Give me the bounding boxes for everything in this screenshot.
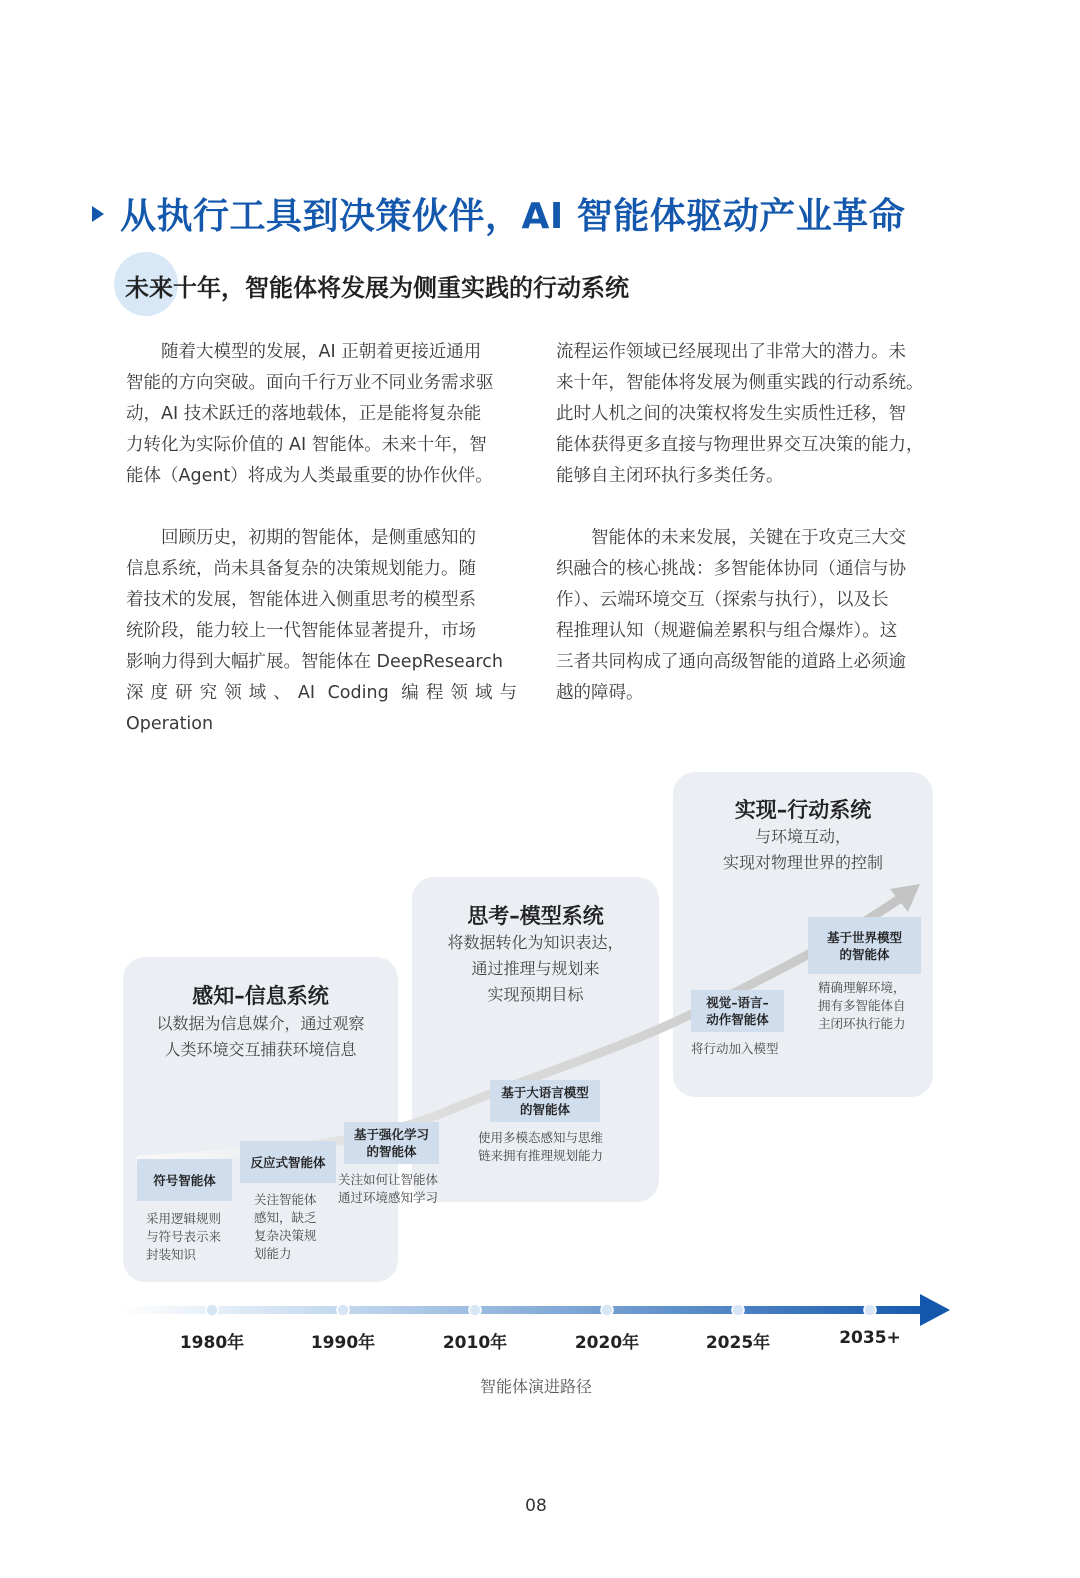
- agent-label-text: 的智能体: [519, 1102, 570, 1117]
- agent-label-symbolic: [137, 1159, 232, 1201]
- agent-desc-rl: [338, 1171, 438, 1207]
- agent-desc-world-model: [818, 979, 906, 1033]
- agent-desc-symbolic: [146, 1210, 221, 1264]
- page-number: 08: [525, 1496, 547, 1516]
- stage-desc-line: 人类环境交互捕获环境信息: [164, 1040, 357, 1059]
- stage-desc-line: 以数据为信息媒介，通过观察: [156, 1014, 365, 1033]
- text-line: 三者共同构成了通向高级智能的道路上必须逾: [556, 652, 906, 672]
- agent-label-rl: [344, 1122, 439, 1164]
- stage-desc-line: 将数据转化为知识表达，: [447, 933, 624, 952]
- text-line: 信息系统，尚未具备复杂的决策规划能力。随: [126, 559, 476, 579]
- text-line: 智能体的未来发展，关键在于攻克三大交: [556, 528, 906, 548]
- text-line: 智能的方向突破。面向千行万业不同业务需求驱: [126, 373, 494, 393]
- agent-label-llm: [490, 1080, 600, 1122]
- agent-desc-line: 划能力: [254, 1246, 292, 1261]
- agent-desc-vla: [691, 1040, 779, 1058]
- figure-caption: 智能体演进路径: [479, 1377, 592, 1396]
- stage-desc-line: 通过推理与规划来: [471, 959, 600, 978]
- agent-label-text: 基于大语言模型: [501, 1085, 589, 1100]
- agent-label-vla: [691, 990, 784, 1032]
- text-line: 越的障碍。: [556, 683, 644, 703]
- agent-label-reactive: [240, 1141, 336, 1183]
- agent-desc-line: 主闭环执行能力: [818, 1016, 906, 1031]
- agent-label-text: 动作智能体: [706, 1012, 769, 1027]
- timeline-year: 2010年: [442, 1333, 508, 1353]
- text-line: 流程运作领域已经展现出了非常大的潜力。未: [556, 342, 906, 362]
- agent-desc-line: 关注如何让智能体: [338, 1172, 439, 1187]
- agent-desc-reactive: [254, 1191, 317, 1263]
- text-line: 能体获得更多直接与物理世界交互决策的能力，: [556, 435, 924, 455]
- agent-desc-line: 采用逻辑规则: [146, 1211, 222, 1226]
- agent-label-text: 反应式智能体: [250, 1154, 326, 1170]
- text-line: 作）、云端环境交互（探索与执行），以及长: [556, 590, 889, 610]
- agent-desc-line: 链来拥有推理规划能力: [478, 1148, 604, 1163]
- timeline-year: 2035+: [839, 1328, 901, 1348]
- agent-desc-llm: [478, 1129, 603, 1165]
- timeline-year: 1980年: [179, 1333, 245, 1353]
- agent-desc-line: 通过环境感知学习: [338, 1190, 439, 1205]
- text-line: 此时人机之间的决策权将发生实质性迁移，智: [556, 404, 906, 424]
- timeline-year: 2025年: [705, 1333, 771, 1353]
- text-line: 程推理认知（规避偏差累积与组合爆炸）。这: [556, 621, 898, 641]
- agent-label-text: 的智能体: [839, 946, 890, 962]
- stage-title: 思考–模型系统: [467, 904, 604, 928]
- text-line: 动，AI 技术跃迁的落地载体，正是能将复杂能: [126, 404, 482, 424]
- text-line: 随着大模型的发展，AI 正朝着更接近通用: [126, 342, 482, 362]
- text-line: 统阶段，能力较上一代智能体显著提升，市场: [126, 621, 476, 641]
- agent-desc-line: 封装知识: [146, 1247, 197, 1262]
- agent-desc-line: 将行动加入模型: [691, 1041, 779, 1056]
- timeline-year: 2020年: [574, 1333, 640, 1353]
- stage-desc-line: 实现对物理世界的控制: [722, 853, 883, 872]
- stage-desc-line: 与环境互动，: [754, 827, 851, 846]
- stage-title: 感知–信息系统: [192, 984, 329, 1008]
- text-line: 织融合的核心挑战：多智能体协同（通信与协: [556, 559, 906, 579]
- text-line: 深度研究领域、AI Coding 编程领域与 Operation: [126, 683, 517, 734]
- agent-desc-line: 与符号表示来: [146, 1229, 222, 1244]
- text-line: 力转化为实际价值的 AI 智能体。未来十年，智: [126, 435, 487, 455]
- agent-label-text: 视觉–语言–: [706, 995, 769, 1010]
- agent-desc-line: 精确理解环境，: [818, 980, 906, 995]
- agent-desc-line: 关注智能体: [254, 1192, 317, 1207]
- agent-label-text: 基于强化学习: [353, 1127, 429, 1142]
- text-line: 能体（Agent）将成为人类最重要的协作伙伴。: [126, 466, 493, 486]
- section-heading-text: 从执行工具到决策伙伴，AI 智能体驱动产业革命: [120, 196, 906, 237]
- text-line: 能够自主闭环执行多类任务。: [556, 466, 784, 486]
- agent-label-world-model: [808, 917, 921, 974]
- text-line: 回顾历史，初期的智能体，是侧重感知的: [126, 528, 476, 548]
- text-line: 来十年，智能体将发展为侧重实践的行动系统。: [556, 373, 924, 393]
- agent-desc-line: 复杂决策规: [254, 1228, 317, 1243]
- agent-desc-line: 感知，缺乏: [254, 1210, 317, 1225]
- agent-label-text: 符号智能体: [153, 1172, 216, 1188]
- subheading: 未来十年，智能体将发展为侧重实践的行动系统: [125, 274, 629, 302]
- stage-desc-line: 实现预期目标: [487, 985, 584, 1004]
- timeline-year: 1990年: [310, 1333, 376, 1353]
- stage-title: 实现–行动系统: [734, 798, 872, 822]
- agent-desc-line: 使用多模态感知与思维: [478, 1130, 604, 1145]
- agent-label-text: 基于世界模型: [826, 929, 902, 945]
- text-line: 影响力得到大幅扩展。智能体在 DeepResearch: [126, 652, 503, 672]
- agent-desc-line: 拥有多智能体自: [818, 998, 906, 1013]
- agent-label-text: 的智能体: [366, 1144, 417, 1159]
- text-line: 着技术的发展，智能体进入侧重思考的模型系: [126, 590, 476, 610]
